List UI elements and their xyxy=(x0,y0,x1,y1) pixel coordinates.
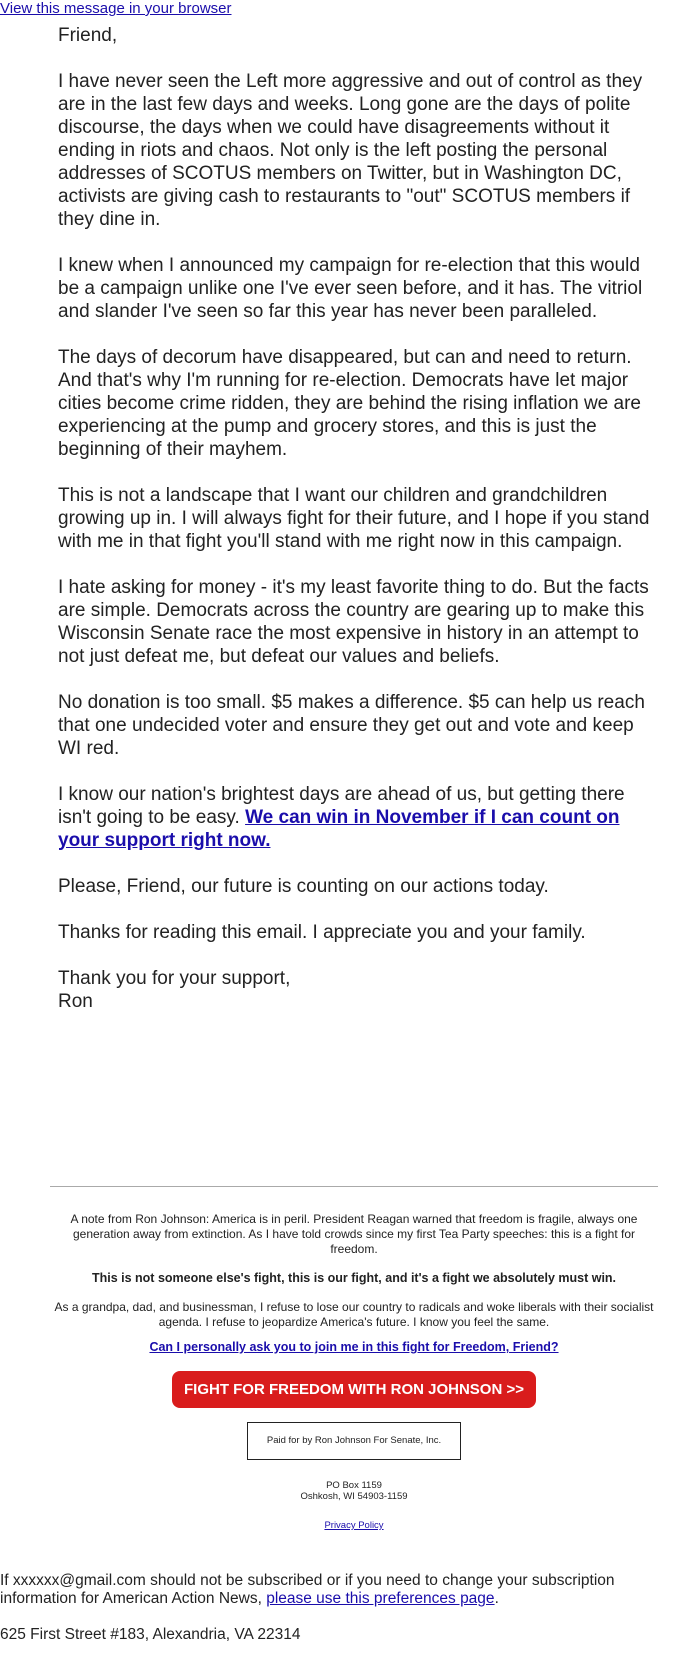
letter-paragraph: Thanks for reading this email. I appreciate you and your family. xyxy=(58,922,586,943)
address-line-2: Oshkosh, WI 54903-1159 xyxy=(300,1491,408,1502)
letter-paragraph: I knew when I announced my campaign for re-election that this would be a campaign unlike one I've ever seen before, and it has. The vitriol and slander I've seen so far this year has never been paralleled. xyxy=(58,255,643,322)
view-in-browser-link[interactable]: View this message in your browser xyxy=(0,0,232,17)
address-line-1: PO Box 1159 xyxy=(326,1480,382,1491)
letter-paragraph-cta xyxy=(58,783,658,852)
privacy-policy-link[interactable]: Privacy Policy xyxy=(324,1520,384,1531)
footer-grandpa-text: As a grandpa, dad, and businessman, I refuse to lose our country to radicals and woke liberals with their socialist agenda. I refuse to jeopardize America's future. I know you feel the same. xyxy=(54,1300,654,1329)
footer-bold-line: This is not someone else's fight, this is our fight, and it's a fight we absolutely must win. xyxy=(91,1271,617,1285)
greeting: Friend, xyxy=(58,25,118,46)
footer xyxy=(50,1212,658,1533)
letter-paragraph: This is not a landscape that I want our children and grandchildren growing up in. I will always fight for their future, and I hope if you stand with me in that fight you'll stand with me right now in this campaign. xyxy=(58,485,650,552)
unsubscribe-notice xyxy=(0,1572,690,1608)
letter-paragraph: I have never seen the Left more aggressive and out of control as they are in the last few days and weeks. Long gone are the days of polite discourse, the days when we could have disagreements without it ending in riots and chaos. Not only is the left posting the personal addresses of SCOTUS members on Twitter, but in Washington DC, activists are giving cash to restaurants to "out" SCOTUS members if they dine in. xyxy=(58,71,643,230)
postal-address: 625 First Street #183, Alexandria, VA 22314 xyxy=(0,1626,301,1643)
letter-paragraph: No donation is too small. $5 makes a difference. $5 can help us reach that one undecided voter and ensure they get out and vote and keep WI red. xyxy=(58,692,645,759)
letter-body xyxy=(58,24,658,1013)
footer-note: A note from Ron Johnson: America is in peril. President Reagan warned that freedom is fragile, always one generation away from extinction. As I have told crowds since my first Tea Party speeches: this is a fight for freedom. xyxy=(70,1212,638,1256)
join-fight-link[interactable]: Can I personally ask you to join me in this fight for Freedom, Friend? xyxy=(149,1340,559,1354)
paid-for-box: Paid for by Ron Johnson For Senate, Inc. xyxy=(247,1422,461,1460)
closing-text: I know our nation's brightest days are ahead of us, but getting there isn't going to be easy. xyxy=(58,784,625,828)
footer-divider xyxy=(50,1186,658,1187)
support-link[interactable]: We can win in November if I can count on your support right now. xyxy=(58,807,620,851)
letter-paragraph: Please, Friend, our future is counting on our actions today. xyxy=(58,876,549,897)
mailing-address xyxy=(50,1480,658,1502)
letter-paragraph: I hate asking for money - it's my least favorite thing to do. But the facts are simple. Democrats across the country are gearing up to make this Wisconsin Senate race the most expensive in history in an attempt to not just defeat me, but defeat our values and beliefs. xyxy=(58,577,649,667)
preferences-link[interactable]: please use this preferences page xyxy=(266,1590,495,1607)
fight-for-freedom-button[interactable]: FIGHT FOR FREEDOM WITH RON JOHNSON >> xyxy=(172,1371,536,1408)
unsubscribe-text: If xxxxxx@gmail.com should not be subscribed or if you need to change your subscription information for American Action News, xyxy=(0,1572,615,1607)
signature: Ron xyxy=(58,991,93,1012)
letter-paragraph: The days of decorum have disappeared, but can and need to return. And that's why I'm running for re-election. Democrats have let major cities become crime ridden, they are behind the rising inflation we are experiencing at the pump and grocery stores, and this is just the beginning of their mayhem. xyxy=(58,347,641,460)
signoff-line: Thank you for your support, xyxy=(58,968,291,989)
unsubscribe-suffix: . xyxy=(494,1590,499,1607)
